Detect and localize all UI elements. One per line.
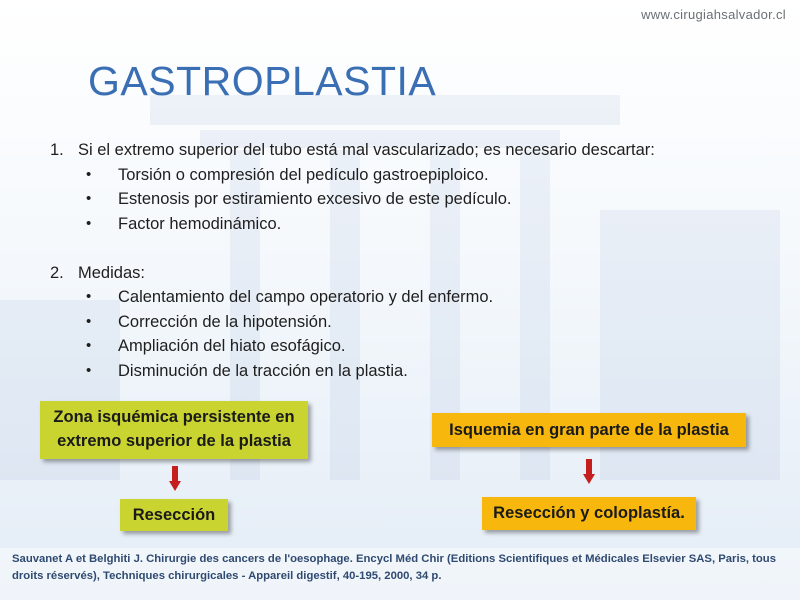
bullet-icon: • — [86, 361, 92, 379]
bullet-icon: • — [86, 190, 92, 207]
bullet-item: • Calentamiento del campo operatorio y del enfermo. — [46, 285, 766, 310]
item-number: 1. — [50, 141, 64, 159]
down-arrow-icon — [583, 459, 595, 485]
box-line: extremo superior de la plastia — [57, 432, 291, 450]
bullet-icon: • — [86, 214, 92, 232]
list-item-2 — [46, 261, 766, 286]
box-line: Zona isquémica persistente en — [53, 408, 295, 426]
extensive-ischemia-box: Isquemia en gran parte de la plastia — [432, 413, 746, 447]
item-text: Si el extremo superior del tubo está mal vascularizado; es necesario descartar: — [78, 141, 655, 159]
bullet-icon: • — [86, 165, 92, 183]
resection-coloplasty-box: Resección y coloplastía. — [482, 497, 696, 530]
persistent-ischemia-box — [40, 401, 308, 459]
bullet-item: • Factor hemodinámico. — [46, 212, 766, 237]
down-arrow-icon — [169, 466, 181, 492]
bullet-item: • Disminución de la tracción en la plastia. — [46, 359, 766, 384]
citation-footer — [0, 548, 800, 600]
bullet-item: • Estenosis por estiramiento excesivo de este pedículo. — [46, 187, 766, 212]
slide-content — [46, 138, 766, 383]
sub-list-1 — [46, 163, 766, 237]
bullet-icon: • — [86, 337, 92, 354]
site-url: www.cirugiahsalvador.cl — [641, 7, 786, 22]
bullet-item: • Torsión o compresión del pedículo gastroepiploico. — [46, 163, 766, 188]
bullet-item: • Ampliación del hiato esofágico. — [46, 334, 766, 359]
resection-box: Resección — [120, 499, 228, 531]
bullet-item: • Corrección de la hipotensión. — [46, 310, 766, 335]
citation-text: Sauvanet A et Belghiti J. Chirurgie des cancers de l'oesophage. Encycl Méd Chir (Editions Scientifiques et Médicales Elsevier SAS, Paris, tous droits réservés), Techniques chirurgicales - Appareil digestif, 40-195, 2000, 34 p. — [12, 553, 776, 582]
slide-title: GASTROPLASTIA — [88, 58, 437, 104]
list-item-1 — [46, 138, 766, 163]
item-text: Medidas: — [78, 263, 145, 282]
bullet-icon: • — [86, 312, 92, 330]
bullet-icon: • — [86, 288, 92, 305]
item-number: 2. — [50, 263, 64, 282]
sub-list-2 — [46, 285, 766, 383]
